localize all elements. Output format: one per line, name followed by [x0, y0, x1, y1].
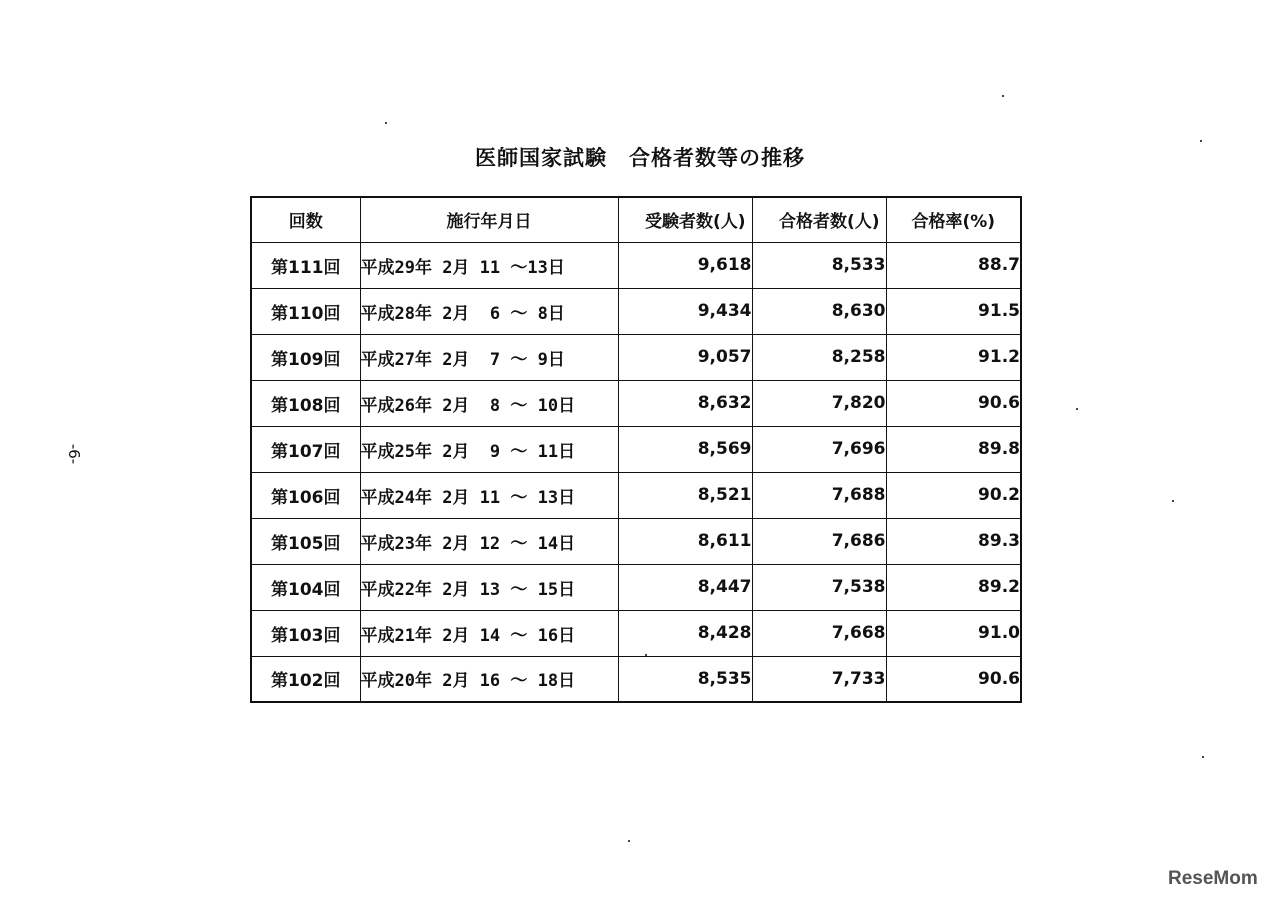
examinees-cell: 8,632 — [618, 380, 752, 426]
scan-speck — [385, 122, 387, 124]
date-cell: 平成24年 2月 11 ～ 13日 — [360, 472, 618, 518]
examinees-cell: 8,611 — [618, 518, 752, 564]
round-cell: 第109回 — [251, 334, 360, 380]
page-title: 医師国家試験 合格者数等の推移 — [475, 146, 805, 170]
page-number: -6- — [65, 443, 84, 465]
header-examinees: 受験者数(人) — [618, 197, 752, 242]
date-cell: 平成23年 2月 12 ～ 14日 — [360, 518, 618, 564]
date-cell: 平成22年 2月 13 ～ 15日 — [360, 564, 618, 610]
date-cell: 平成27年 2月 7 ～ 9日 — [360, 334, 618, 380]
resemom-logo: ReseMom — [1168, 868, 1258, 889]
round-cell: 第103回 — [251, 610, 360, 656]
rate-cell: 89.3 — [886, 518, 1021, 564]
table-row — [251, 242, 1021, 288]
header-rate: 合格率(%) — [886, 197, 1021, 242]
examinees-cell: 9,618 — [618, 242, 752, 288]
passers-cell: 7,733 — [752, 656, 886, 702]
passers-cell: 8,533 — [752, 242, 886, 288]
table-row — [251, 288, 1021, 334]
table-row — [251, 656, 1021, 702]
rate-cell: 90.6 — [886, 656, 1021, 702]
scan-speck — [1076, 408, 1078, 410]
rate-cell: 90.6 — [886, 380, 1021, 426]
header-round: 回数 — [251, 197, 360, 242]
table-row — [251, 564, 1021, 610]
results-table — [250, 196, 1022, 703]
scan-speck — [628, 840, 630, 842]
date-cell: 平成25年 2月 9 ～ 11日 — [360, 426, 618, 472]
scan-speck — [1002, 95, 1004, 97]
rate-cell: 89.8 — [886, 426, 1021, 472]
round-cell: 第102回 — [251, 656, 360, 702]
rate-cell: 88.7 — [886, 242, 1021, 288]
date-cell: 平成20年 2月 16 ～ 18日 — [360, 656, 618, 702]
examinees-cell: 9,057 — [618, 334, 752, 380]
passers-cell: 7,668 — [752, 610, 886, 656]
table-header-row — [251, 197, 1021, 242]
table-row — [251, 380, 1021, 426]
rate-cell: 91.2 — [886, 334, 1021, 380]
examinees-cell: 9,434 — [618, 288, 752, 334]
table-row — [251, 472, 1021, 518]
round-cell: 第106回 — [251, 472, 360, 518]
rate-cell: 90.2 — [886, 472, 1021, 518]
examinees-cell: 8,521 — [618, 472, 752, 518]
round-cell: 第108回 — [251, 380, 360, 426]
date-cell: 平成28年 2月 6 ～ 8日 — [360, 288, 618, 334]
header-passers: 合格者数(人) — [752, 197, 886, 242]
rate-cell: 91.0 — [886, 610, 1021, 656]
scan-speck — [1200, 140, 1202, 142]
round-cell: 第110回 — [251, 288, 360, 334]
passers-cell: 7,820 — [752, 380, 886, 426]
round-cell: 第104回 — [251, 564, 360, 610]
examinees-cell: 8,447 — [618, 564, 752, 610]
examinees-cell: 8,428 — [618, 610, 752, 656]
scan-speck — [645, 654, 647, 656]
passers-cell: 7,686 — [752, 518, 886, 564]
date-cell: 平成26年 2月 8 ～ 10日 — [360, 380, 618, 426]
passers-cell: 7,688 — [752, 472, 886, 518]
round-cell: 第111回 — [251, 242, 360, 288]
table-row — [251, 610, 1021, 656]
round-cell: 第107回 — [251, 426, 360, 472]
rate-cell: 89.2 — [886, 564, 1021, 610]
passers-cell: 8,630 — [752, 288, 886, 334]
header-date: 施行年月日 — [360, 197, 618, 242]
passers-cell: 7,538 — [752, 564, 886, 610]
rate-cell: 91.5 — [886, 288, 1021, 334]
examinees-cell: 8,535 — [618, 656, 752, 702]
scan-speck — [1202, 756, 1204, 758]
table-row — [251, 518, 1021, 564]
date-cell: 平成29年 2月 11 ～13日 — [360, 242, 618, 288]
scan-speck — [1172, 500, 1174, 502]
date-cell: 平成21年 2月 14 ～ 16日 — [360, 610, 618, 656]
passers-cell: 8,258 — [752, 334, 886, 380]
round-cell: 第105回 — [251, 518, 360, 564]
passers-cell: 7,696 — [752, 426, 886, 472]
examinees-cell: 8,569 — [618, 426, 752, 472]
table-row — [251, 426, 1021, 472]
table-row — [251, 334, 1021, 380]
